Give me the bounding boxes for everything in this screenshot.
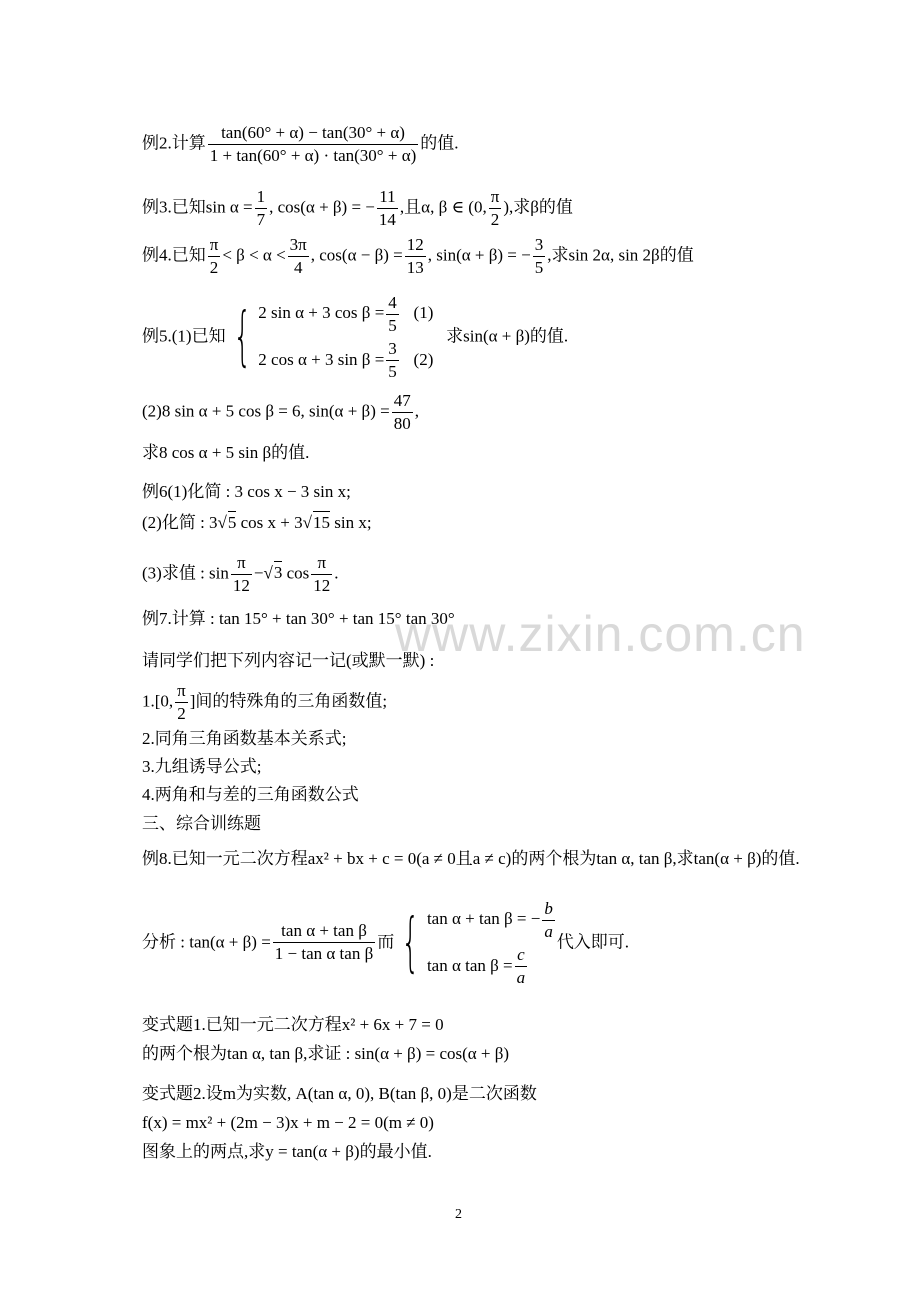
example-4: 例4.已知 $\frac{\pi}{2}$ < β < α < $\frac{3\pi}{4}$ , cos(α − β) = $\frac{12}{13}$ , sin(α + β) = − $\frac{3}{5}$ ,求sin 2α, sin 2β的值	[142, 235, 694, 277]
review-item-2: 2.同角三角函数基本关系式;	[142, 729, 347, 748]
review-item-4: 4.两角和与差的三角函数公式	[142, 785, 359, 804]
example-5: 例5.(1)已知 { 2 sin α + 3 cos β = $\frac{4}{5}$ (1) 2 cos α + 3 sin β = $\frac{3}{5}$ (2) 求sin(α + β)的值.	[142, 290, 568, 383]
equation-system: 2 sin α + 3 cos β = $\frac{4}{5}$ (1) 2 cos α + 3 sin β = $\frac{3}{5}$ (2)	[258, 292, 434, 382]
example-5-part-2: (2)8 sin α + 5 cos β = 6, sin(α + β) = $\frac{47}{80}$ ,	[142, 391, 419, 433]
watermark: www.zixin.com.cn	[395, 606, 806, 662]
review-item-3: 3.九组诱导公式;	[142, 757, 262, 776]
example-6-part-2: (2)化简 : 3√5 cos x + 3√15 sin x;	[142, 513, 372, 532]
variant-2-line-2: f(x) = mx² + (2m − 3)x + m − 2 = 0(m ≠ 0)	[142, 1113, 434, 1132]
brace: {	[232, 299, 252, 374]
variant-2-line-3: 图象上的两点,求y = tan(α + β)的最小值.	[142, 1142, 432, 1161]
example-5-part-2-question: 求8 cos α + 5 sin β的值.	[142, 443, 310, 462]
variant-1-line-2: 的两个根为tan α, tan β,求证 : sin(α + β) = cos(α + β)	[142, 1044, 510, 1063]
variant-1-line-1: 变式题1.已知一元二次方程x² + 6x + 7 = 0	[142, 1015, 444, 1034]
example-8: 例8.已知一元二次方程ax² + bx + c = 0(a ≠ 0且a ≠ c)的两个根为tan α, tan β,求tan(α + β)的值.	[142, 849, 800, 868]
review-intro: 请同学们把下列内容记一记(或默一默) :	[142, 651, 435, 670]
equation-system: tan α + tan β = − $\frac{b}{a}$ tan α tan β = $\frac{c}{a}$	[426, 898, 553, 988]
example-6-part-3: (3)求值 : sin $\frac{\pi}{12}$ −√3 cos $\frac{\pi}{12}$ .	[142, 553, 339, 595]
section-heading: 三、综合训练题	[142, 814, 261, 833]
variant-2-line-1: 变式题2.设m为实数, A(tan α, 0), B(tan β, 0)是二次函数	[142, 1084, 537, 1103]
page-number: 2	[455, 1207, 462, 1222]
fraction: $\frac{\tan(60^\circ + \alpha) - \tan(30^\circ + \alpha)}{1 + \tan(60^\circ + \alpha) \cdot \tan(30^\circ + \alpha)}$	[209, 123, 417, 165]
example-2: 例2.计算 $\frac{\tan(60^\circ + \alpha) - \tan(30^\circ + \alpha)}{1 + \tan(60^\circ + \alpha) \cdot \tan(30^\circ + \alpha)}$ 的值.	[142, 123, 459, 165]
brace: {	[401, 905, 420, 980]
example-7: 例7.计算 : tan 15° + tan 30° + tan 15° tan 30°	[142, 609, 455, 628]
analysis: 分析 : tan(α + β) = $\frac{\text{tan α + tan β}}{\text{1 − tan α tan β}}$ 而 { tan α + tan β = − $\frac{b}{a}$ tan α tan β = $\frac{c}{a}$ 代入即可.	[142, 896, 629, 989]
example-3: 例3.已知sin α = $\frac{1}{7}$ , cos(α + β) = − $\frac{11}{14}$ ,且α, β ∈ (0, $\frac{\pi}{2}$ ),求β的值	[142, 187, 573, 229]
example-6-part-1: 例6(1)化简 : 3 cos x − 3 sin x;	[142, 482, 351, 501]
review-item-1: 1.[0, $\frac{\pi}{2}$ ]间的特殊角的三角函数值;	[142, 681, 388, 723]
